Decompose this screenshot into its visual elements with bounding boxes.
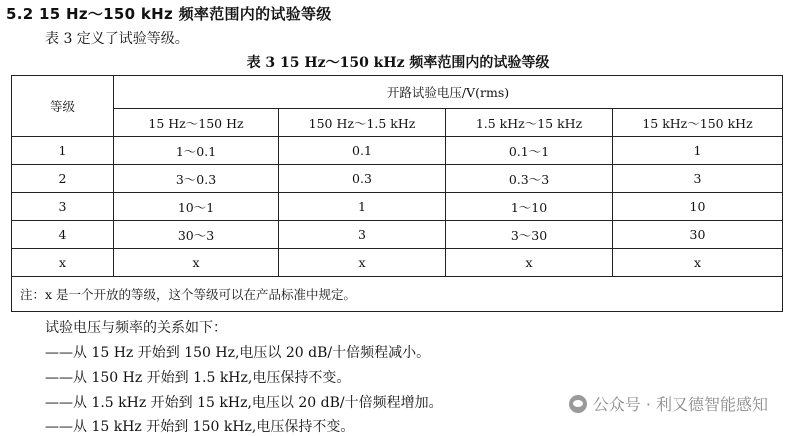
voltage-cell: 3～30	[446, 221, 613, 249]
voltage-cell: 3～0.3	[114, 165, 279, 193]
voltage-cell: x	[114, 249, 279, 277]
voltage-cell: x	[279, 249, 446, 277]
voltage-cell: 0.3	[279, 165, 446, 193]
level-column-header: 等级	[12, 76, 114, 137]
section-heading: 5.2 15 Hz～150 kHz 频率范围内的试验等级	[6, 5, 332, 23]
voltage-cell: x	[446, 249, 613, 277]
voltage-cell: 30～3	[114, 221, 279, 249]
voltage-cell: 1～0.1	[114, 137, 279, 165]
relation-item: ——从 1.5 kHz 开始到 15 kHz,电压以 20 dB/十倍频程增加。	[45, 395, 443, 411]
table-row	[12, 221, 783, 249]
voltage-cell: 0.3～3	[446, 165, 613, 193]
voltage-cell: 3	[613, 165, 783, 193]
table-row	[12, 137, 783, 165]
freq-header-4: 15 kHz～150 kHz	[613, 109, 783, 137]
voltage-cell: 30	[613, 221, 783, 249]
voltage-cell: 10～1	[114, 193, 279, 221]
level-cell: 4	[12, 221, 114, 249]
table-row	[12, 249, 783, 277]
voltage-cell: 1	[279, 193, 446, 221]
section-intro: 表 3 定义了试验等级。	[45, 31, 189, 47]
freq-header-3: 1.5 kHz～15 kHz	[446, 109, 613, 137]
relation-item: ——从 150 Hz 开始到 1.5 kHz,电压保持不变。	[45, 370, 351, 386]
relation-item: ——从 15 kHz 开始到 150 kHz,电压保持不变。	[45, 419, 355, 435]
test-level-table	[11, 75, 783, 312]
relation-item: ——从 15 Hz 开始到 150 Hz,电压以 20 dB/十倍频程减小。	[45, 345, 431, 361]
freq-header-2: 150 Hz～1.5 kHz	[279, 109, 446, 137]
voltage-cell: 3	[279, 221, 446, 249]
table-note: 注：x 是一个开放的等级，这个等级可以在产品标准中规定。	[12, 277, 783, 312]
level-cell: 1	[12, 137, 114, 165]
freq-header-1: 15 Hz～150 Hz	[114, 109, 279, 137]
level-cell: 2	[12, 165, 114, 193]
voltage-header: 开路试验电压/V(rms)	[114, 76, 783, 109]
level-cell: x	[12, 249, 114, 277]
table-row	[12, 193, 783, 221]
voltage-cell: 0.1～1	[446, 137, 613, 165]
wechat-icon	[569, 395, 587, 413]
voltage-cell: 0.1	[279, 137, 446, 165]
table-caption: 表 3 15 Hz～150 kHz 频率范围内的试验等级	[246, 55, 550, 71]
voltage-cell: 10	[613, 193, 783, 221]
watermark	[569, 392, 768, 415]
level-cell: 3	[12, 193, 114, 221]
relation-title: 试验电压与频率的关系如下：	[45, 320, 227, 336]
voltage-cell: 1～10	[446, 193, 613, 221]
voltage-cell: x	[613, 249, 783, 277]
watermark-text: 公众号 · 利又德智能感知	[592, 395, 768, 414]
voltage-cell: 1	[613, 137, 783, 165]
table-row	[12, 165, 783, 193]
